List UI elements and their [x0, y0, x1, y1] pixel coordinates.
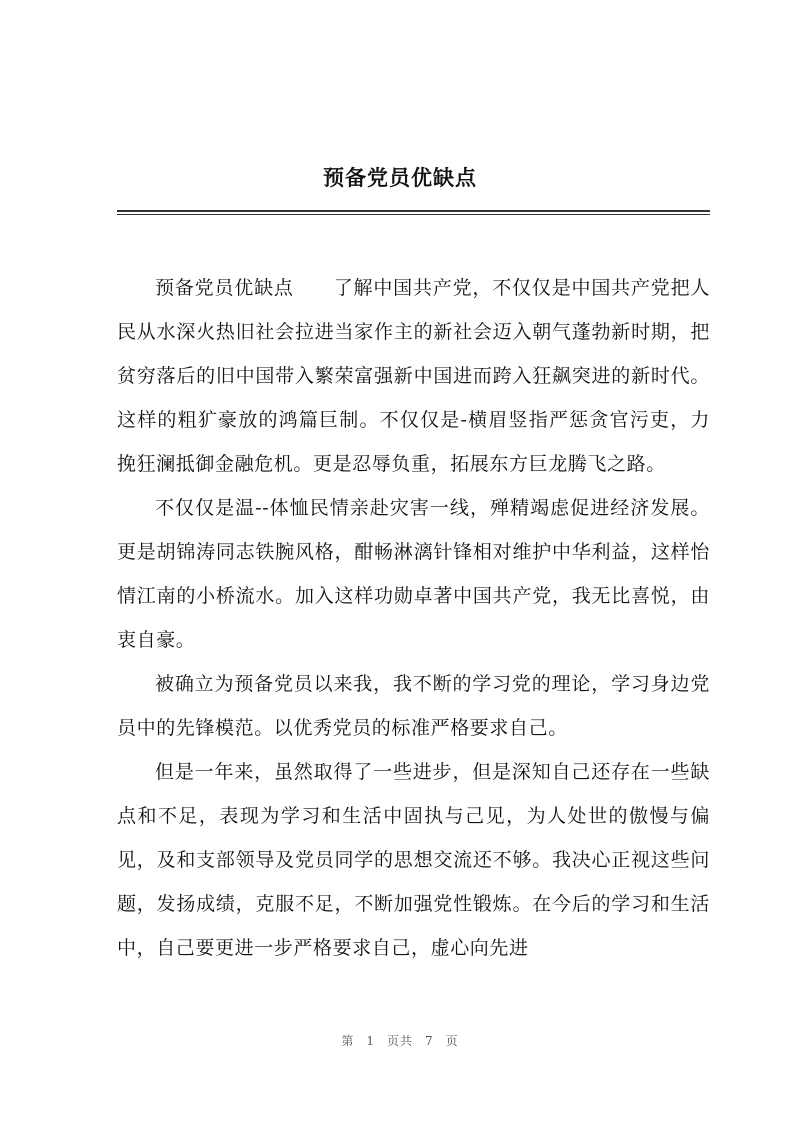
- paragraph-text: 被确立为预备党员以来我，我不断的学习党的理论，学习身边党员中的先锋模范。以优秀党员的标准严格要求自己。: [117, 673, 710, 739]
- footer-prefix: 第: [341, 1034, 355, 1048]
- footer-suffix: 页: [445, 1034, 459, 1048]
- paragraph-lead: 预备党员优缺点: [155, 277, 294, 299]
- footer-total-pages: 7: [425, 1034, 434, 1048]
- document-body: [117, 266, 710, 970]
- paragraph-text: 不仅仅是温--体恤民情亲赴灾害一线，殚精竭虑促进经济发展。更是胡锦涛同志铁腕风格，酣畅淋漓针锋相对维护中华利益，这样怡情江南的小桥流水。加入这样功勋卓著中国共产党，我无比喜悦，由衷自豪。: [117, 497, 710, 651]
- footer-middle: 页共: [386, 1034, 413, 1048]
- paragraph: [117, 750, 710, 970]
- title-divider-thin: [117, 214, 710, 215]
- footer-current-page: 1: [366, 1034, 375, 1048]
- page-title: 预备党员优缺点: [323, 165, 477, 190]
- page-footer: [0, 1032, 800, 1049]
- paragraph: [117, 662, 710, 750]
- title-divider: [117, 210, 710, 212]
- paragraph: [117, 486, 710, 662]
- paragraph-text: 了解中国共产党，不仅仅是中国共产党把人民从水深火热旧社会拉进当家作主的新社会迈入朝气蓬勃新时期，把贫穷落后的旧中国带入繁荣富强新中国进而跨入狂飙突进的新时代。这样的粗犷豪放的鸿篇巨制。不仅仅是-横眉竖指严惩贪官污吏，力挽狂澜抵御金融危机。更是忍辱负重，拓展东方巨龙腾飞之路。: [117, 277, 711, 475]
- paragraph-text: 但是一年来，虽然取得了一些进步，但是深知自己还存在一些缺点和不足，表现为学习和生活中固执与己见，为人处世的傲慢与偏见，及和支部领导及党员同学的思想交流还不够。我决心正视这些问题，发扬成绩，克服不足，不断加强党性锻炼。在今后的学习和生活中，自己要更进一步严格要求自己，虚心向先进: [117, 761, 710, 959]
- paragraph: [117, 266, 710, 486]
